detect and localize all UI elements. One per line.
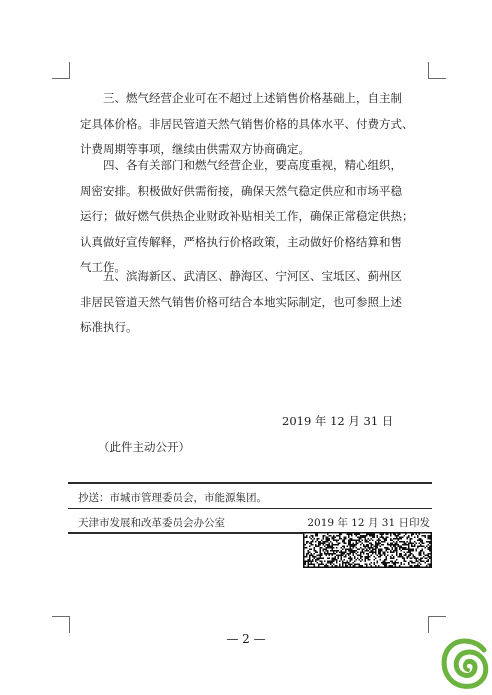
crop-mark-bottom-right-h [428, 616, 446, 617]
paragraph-line: 三、燃气经营企业可在不超过上述销售价格基础上，自主制 [103, 91, 402, 105]
issuing-office: 天津市发展和改革委员会办公室 [78, 517, 225, 529]
paragraph-four [80, 153, 432, 281]
paragraph-line: 气工作。 [80, 260, 126, 274]
barcode-icon [303, 532, 432, 568]
paragraph-line: 定具体价格。非居民管道天然气销售价格的具体水平、付费方式、 [80, 116, 414, 131]
paragraph-line: 运行；做好燃气供热企业财政补贴相关工作，确保正常稳定供热； [80, 209, 414, 223]
crop-mark-top-right-h [428, 78, 446, 79]
cc-line: 抄送：市城市管理委员会，市能源集团。 [78, 492, 267, 504]
paragraph-line: 五、滨海新区、武清区、静海区、宁河区、宝坻区、蓟州区 [103, 269, 402, 283]
crop-mark-top-right-v [428, 62, 429, 79]
footer-rule-top [68, 482, 432, 484]
public-disclosure-note: （此件主动公开） [98, 440, 190, 454]
paragraph-line: 非居民管道天然气销售价格可结合本地实际制定，也可参照上述 [80, 294, 402, 309]
crop-mark-bottom-left-h [52, 616, 70, 617]
paragraph-five [80, 264, 432, 341]
paragraph-three [80, 86, 432, 163]
barcode-graphic [303, 532, 432, 568]
issue-date: 2019 年 12 月 31 日印发 [307, 517, 430, 529]
paragraph-line: 周密安排。积极做好供需衔接，确保天然气稳定供应和市场平稳 [80, 183, 402, 198]
crop-mark-bottom-left-v [69, 616, 70, 633]
page-number: — 2 — [226, 632, 266, 646]
crop-mark-top-left-v [69, 62, 70, 79]
crop-mark-top-left-h [52, 78, 70, 79]
paragraph-line: 四、各有关部门和燃气经营企业，要高度重视，精心组织， [103, 158, 402, 172]
footer-rule-middle [68, 508, 432, 509]
crop-mark-bottom-right-v [428, 616, 429, 633]
signature-date: 2019 年 12 月 31 日 [282, 414, 394, 428]
paragraph-line: 认真做好宣传解释，严格执行价格政策，主动做好价格结算和售 [80, 234, 402, 249]
spiral-logo-icon [440, 636, 490, 690]
paragraph-line: 标准执行。 [80, 320, 138, 334]
paragraph-line: 计费周期等事项，继续由供需双方协商确定。 [80, 142, 310, 156]
